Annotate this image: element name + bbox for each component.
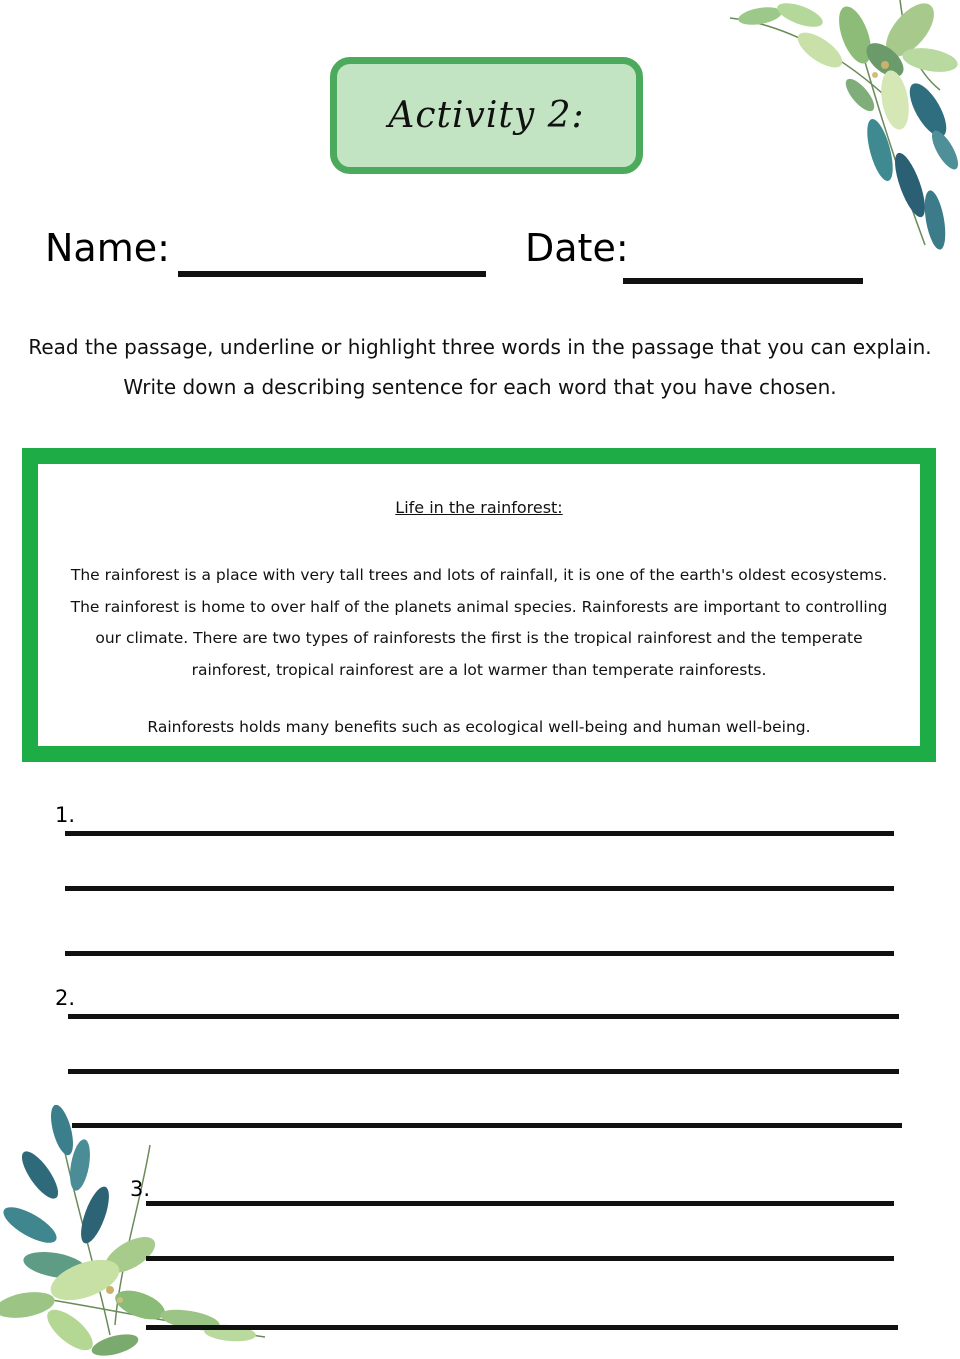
answer-number-1: 1.	[55, 803, 76, 827]
answer-1-line-3[interactable]	[65, 951, 894, 956]
page-title: Activity 2:	[388, 95, 585, 136]
passage-line: The rainforest is home to over half of the planets animal species. Rainforests are important to controlling	[70, 597, 888, 616]
answer-2-line-2[interactable]	[68, 1069, 899, 1074]
passage-line: The rainforest is a place with very tall trees and lots of rainfall, it is one of the earth's oldest ecosystems.	[70, 566, 888, 584]
instructions-line-2: Write down a describing sentence for each word that you have chosen.	[123, 375, 837, 399]
passage-line: our climate. There are two types of rainforests the first is the tropical rainforest and the temperate	[95, 629, 863, 647]
answer-number-2: 2.	[55, 986, 76, 1010]
answer-2-line-3[interactable]	[72, 1123, 902, 1128]
activity-title-badge	[330, 57, 643, 174]
answer-2-line-1[interactable]	[68, 1014, 899, 1019]
eucalyptus-leaves-icon	[700, 0, 960, 255]
instructions-line-1: Read the passage, underline or highlight three words in the passage that you can explain.	[28, 335, 932, 359]
passage-box	[22, 448, 936, 762]
passage-body	[58, 560, 900, 686]
passage-benefits: Rainforests holds many benefits such as ecological well-being and human well-being.	[147, 718, 811, 736]
answer-1-line-1[interactable]	[65, 831, 894, 836]
answer-3-line-3[interactable]	[146, 1325, 898, 1330]
passage-line: rainforest, tropical rainforest are a lot warmer than temperate rainforests.	[191, 660, 767, 679]
name-field[interactable]	[178, 271, 486, 277]
name-label: Name:	[45, 226, 170, 270]
eucalyptus-leaves-icon	[0, 1105, 270, 1359]
answer-number-3: 3.	[130, 1177, 151, 1201]
answer-1-line-2[interactable]	[65, 886, 894, 891]
answer-3-line-1[interactable]	[146, 1201, 894, 1206]
date-field[interactable]	[623, 278, 863, 284]
date-label: Date:	[525, 226, 629, 270]
passage-heading: Life in the rainforest:	[395, 498, 563, 517]
answer-3-line-2[interactable]	[146, 1256, 894, 1261]
